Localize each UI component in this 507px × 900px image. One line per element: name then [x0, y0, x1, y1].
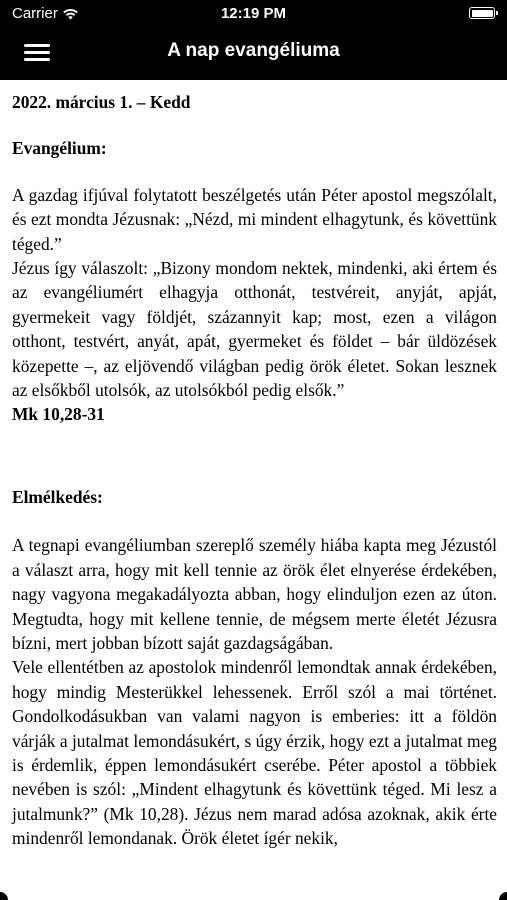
gospel-text [12, 183, 497, 427]
carrier-label: Carrier [12, 5, 58, 22]
reflection-text [12, 533, 497, 850]
gospel-heading: Evangélium: [12, 138, 107, 159]
screen-corner [0, 892, 8, 900]
reflection-heading: Elmélkedés: [12, 486, 103, 507]
reflection-paragraph: A tegnapi evangéliumban szereplő személy hiába kapta meg Jézustól a választ arra, hogy mit kell tennie az örök élet elnyerése érdekében, nagy vagyona megakadályozta abban, hogy elinduljon ezen az úton. Megtudta, hogy mit kellene tennie, de mégsem merte életét Jézusra bízni, mert jobban bízott saját gazdagságában. [12, 535, 497, 653]
content-area[interactable] [12, 80, 497, 851]
date-heading: 2022. március 1. – Kedd [12, 92, 191, 112]
navigation-bar [0, 28, 507, 80]
battery-icon [469, 7, 495, 19]
status-bar [0, 0, 507, 28]
page-title: A nap evangéliuma [167, 40, 340, 61]
gospel-paragraph: A gazdag ifjúval folytatott beszélgetés után Péter apostol megszólalt, és ezt mondta Jézusnak: „Nézd, mi mindent elhagytunk, és követtünk téged.” [12, 184, 497, 254]
reflection-paragraph: Vele ellentétben az apostolok mindenről lemondtak annak érdekében, hogy mindig Mesterükkel lehessenek. Erről szól a mai történet. Gondolkodásukban van valami nagyon is emberies: itt a földön várják a jutalmat lemondásukért, s úgy érzik, hogy ezt a jutalmat meg is érdemlik, éppen lemondásukért cserébe. Péter apostol a többiek nevében is szól: „Mindent elhagytunk és követtünk téged. Mi lesz a jutalmunk?” (Mk 10,28). Jézus nem marad adósa azoknak, akik érte mindenről lemondanak. Örök életet ígér nekik, [12, 657, 497, 849]
screen-corner [499, 892, 507, 900]
status-time: 12:19 PM [220, 5, 287, 22]
gospel-paragraph: Jézus így válaszolt: „Bizony mondom nektek, mindenki, aki értem és az evangéliumért elhagyja otthonát, testvéreit, anyját, apját, gyermekeit vagy földjét, százannyit kap; most, ezen a világon otthont, testvért, anyát, apát, gyermeket és földet – bár üldözések közepette –, az eljövendő világban pedig örök életet. Sokan lesznek az elsőkből utolsók, az utolsókból pedig elsők.” [12, 258, 497, 401]
gospel-reference: Mk 10,28-31 [12, 404, 105, 425]
